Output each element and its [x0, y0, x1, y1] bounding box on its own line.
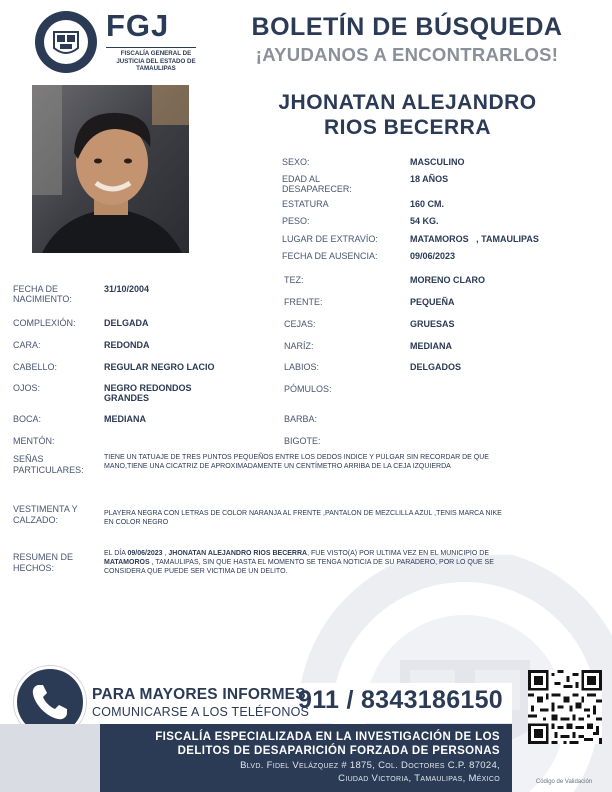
footer-line-1: FISCALÍA ESPECIALIZADA EN LA INVESTIGACIÓN DE LOS: [155, 731, 500, 743]
value-ojos-1: NEGRO REDONDOS: [104, 383, 192, 393]
label-sexo: SEXO:: [282, 157, 310, 167]
label-lugar: LUGAR DE EXTRAVÍO:: [282, 234, 378, 244]
label-senas-1: SEÑAS: [13, 454, 44, 464]
resumen-date: 09/06/2023: [127, 550, 163, 557]
qr-caption: Código de Validación: [535, 779, 593, 785]
label-cara: CARA:: [13, 340, 41, 350]
label-boca: BOCA:: [13, 414, 42, 424]
value-tez: MORENO CLARO: [410, 275, 485, 285]
label-tez: TEZ:: [284, 275, 304, 285]
vestimenta-line-1: PLAYERA NEGRA CON LETRAS DE COLOR NARANJA AL FRENTE ,PANTALON DE MEZCLILLA AZUL ,TENIS MARCA NIKE: [104, 510, 502, 517]
senas-line-2: MANO,TIENE UNA CICATRIZ DE APROXIMADAMENTE UN CENTÍMETRO ARRIBA DE LA CEJA IZQUIERDA: [104, 463, 451, 470]
footer-gray-block: [0, 724, 110, 792]
label-peso: PESO:: [282, 216, 310, 226]
bulletin-subtitle: ¡AYUDANOS A ENCONTRARLOS!: [255, 44, 559, 65]
label-fecha-ausencia: FECHA DE AUSENCIA:: [282, 251, 378, 261]
value-cabello: REGULAR NEGRO LACIO: [104, 362, 215, 372]
label-nariz: NARÍZ:: [284, 341, 314, 351]
label-senas-2: PARTICULARES:: [13, 465, 84, 475]
footer-line-2: DELITOS DE DESAPARICIÓN FORZADA DE PERSONAS: [177, 745, 500, 757]
label-menton: MENTÓN:: [13, 436, 55, 446]
value-labios: DELGADOS: [410, 362, 462, 372]
label-ojos: OJOS:: [13, 383, 41, 393]
resumen-name: JHONATAN ALEJANDRO RIOS BECERRA: [168, 550, 308, 557]
label-barba: BARBA:: [284, 414, 318, 424]
value-cejas: GRUESAS: [410, 319, 455, 329]
person-name: [240, 90, 575, 140]
senas-line-1: TIENE UN TATUAJE DE TRES PUNTOS PEQUEÑOS ENTRE LOS DEDOS INDICE Y PULGAR SIN RECORDAR DE QUE: [104, 454, 489, 461]
value-ojos-2: GRANDES: [104, 393, 150, 403]
value-lugar: MATAMOROS , TAMAULIPAS: [410, 234, 539, 244]
phone-number[interactable]: 911 / 8343186150: [298, 686, 504, 714]
label-nacimiento-2: NACIMIENTO:: [13, 294, 72, 304]
label-labios: LABIOS:: [284, 362, 320, 372]
contact-line-1: PARA MAYORES INFORMES,: [92, 686, 311, 703]
value-nariz: MEDIANA: [410, 341, 452, 351]
label-estatura: ESTATURA: [282, 199, 329, 209]
qr-code-icon[interactable]: [528, 670, 602, 744]
label-resumen-1: RESUMEN DE: [13, 552, 74, 562]
vestimenta-line-2: EN COLOR NEGRO: [104, 519, 169, 526]
person-name-line-2: RIOS BECERRA: [323, 116, 492, 139]
resumen-text: ,: [162, 550, 169, 557]
contact-line-2: COMUNICARSE A LOS TELÉFONOS: [92, 705, 310, 719]
value-estatura: 160 CM.: [410, 199, 445, 209]
footer-address-1: Blvd. Fidel Velázquez # 1875, Col. Doctores C.P. 87024,: [240, 760, 500, 771]
fgj-logo: [34, 10, 194, 80]
resumen-line-3: CONSIDERA QUE PUEDE SER VICTIMA DE UN DELITO.: [104, 568, 288, 575]
footer-address-2: Ciudad Victoria, Tamaulipas, México: [338, 773, 500, 784]
value-fecha-ausencia: 09/06/2023: [410, 251, 456, 261]
resumen-line-2: [104, 558, 494, 567]
label-pomulos: PÓMULOS:: [284, 384, 332, 394]
person-name-line-1: JHONATAN ALEJANDRO: [278, 91, 537, 114]
resumen-city: MATAMOROS: [104, 559, 152, 566]
value-cara: REDONDA: [104, 340, 150, 350]
value-edad: 18 AÑOS: [410, 174, 449, 184]
label-edad-1: EDAD AL: [282, 174, 321, 184]
label-vestimenta-1: VESTIMENTA Y: [13, 504, 78, 514]
value-nacimiento: 31/10/2004: [104, 284, 150, 294]
seal-emblem-icon: [34, 10, 98, 74]
logo-divider: [106, 47, 196, 48]
bulletin-title: BOLETÍN DE BÚSQUEDA: [251, 13, 563, 41]
label-nacimiento-1: FECHA DE: [13, 284, 59, 294]
resumen-line-1: [104, 549, 489, 558]
value-sexo: MASCULINO: [410, 157, 465, 167]
value-peso: 54 KG.: [410, 216, 439, 226]
resumen-text: EL DÍA: [104, 550, 128, 557]
logo-subtitle: FISCALÍA GENERAL DE JUSTICIA DEL ESTADO DE TAMAULIPAS: [116, 50, 196, 72]
resumen-text: , FUE VISTO(A) POR ULTIMA VEZ EN EL MUNICIPIO DE: [307, 550, 489, 557]
label-frente: FRENTE:: [284, 297, 323, 307]
label-cabello: CABELLO:: [13, 362, 58, 372]
missing-person-photo: [32, 85, 189, 253]
value-boca: MEDIANA: [104, 414, 146, 424]
value-frente: PEQUEÑA: [410, 297, 455, 307]
value-complexion: DELGADA: [104, 318, 149, 328]
label-complexion: COMPLEXIÓN:: [13, 318, 76, 328]
label-bigote: BIGOTE:: [284, 436, 321, 446]
resumen-text: , TAMAULIPAS, SIN QUE HASTA EL MOMENTO SE TENGA NOTICIA DE SU PARADERO, POR LO QUE SE: [151, 559, 494, 566]
label-vestimenta-2: CALZADO:: [13, 515, 59, 525]
label-cejas: CEJAS:: [284, 319, 316, 329]
logo-wordmark: FGJ: [106, 8, 170, 43]
label-resumen-2: HECHOS:: [13, 563, 55, 573]
label-edad-2: DESAPARECER:: [282, 184, 352, 194]
